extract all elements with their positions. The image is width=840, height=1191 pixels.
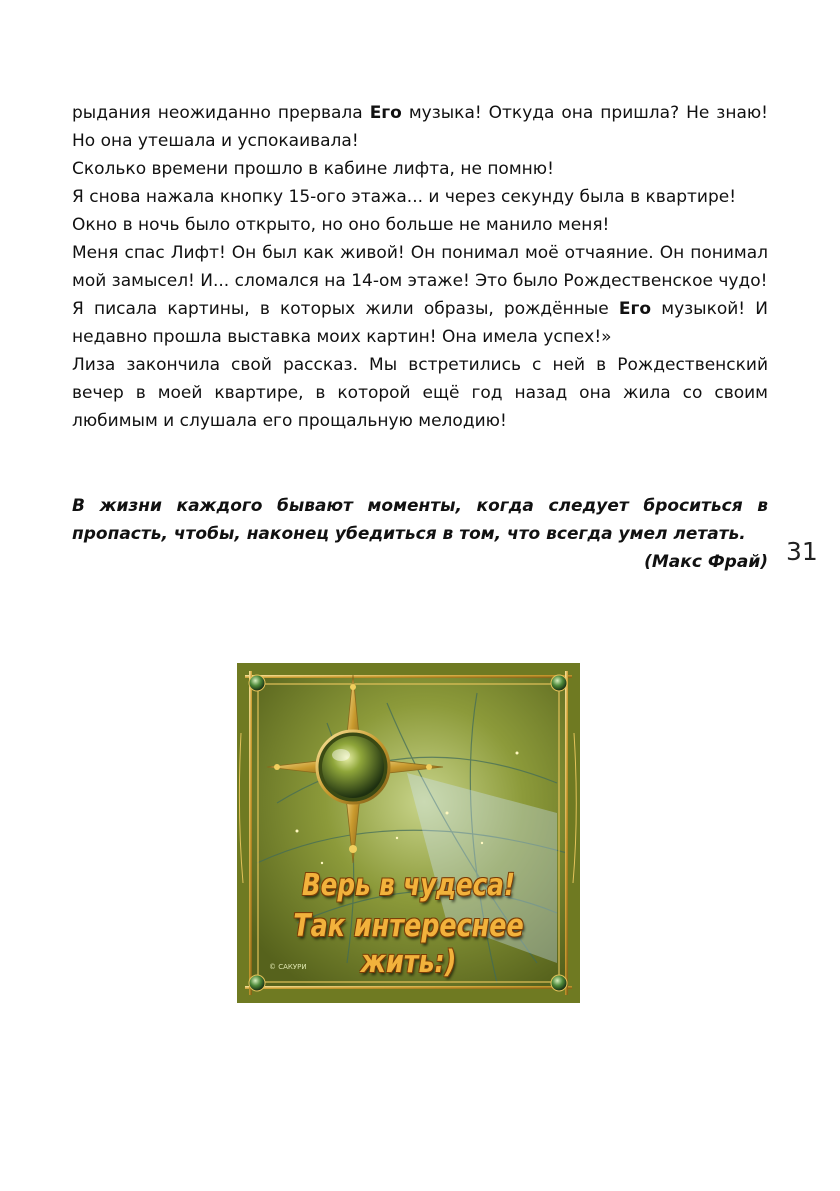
quote-author: (Макс Фрай) [644, 552, 768, 572]
greeting-card-image [237, 663, 580, 1003]
quote-text: В жизни каждого бывают моменты, когда следует броситься в пропасть, чтобы, наконец убедиться в том, что всегда умел летать. [72, 496, 768, 544]
image-copyright: © САКУРИ [269, 963, 307, 971]
paragraph: Меня спас Лифт! Он был как живой! Он понимал моё отчаяние. Он понимал мой замысел! И... сломался на 14-ом этаже! Это было Рождественское чудо! [72, 243, 768, 291]
paragraph: рыдания неожиданно прервала Его музыка! Откуда она пришла? Не знаю! Но она утешала и успокаивала! [72, 103, 768, 151]
paragraph: Лиза закончила свой рассказ. Мы встретились с ней в Рождественский вечер в моей квартире, в которой ещё год назад она жила со своим любимым и слушала его прощальную мелодию! [72, 355, 768, 431]
paragraph: Сколько времени прошло в кабине лифта, не помню! [72, 159, 554, 179]
body-text [72, 99, 768, 435]
card-caption-line1: Верь в чудеса! [301, 868, 516, 903]
paragraph: Я снова нажала кнопку 15-ого этажа... и через секунду была в квартире! [72, 187, 737, 207]
epigraph-quote [72, 492, 768, 576]
card-caption-line2: Так интереснее жить:) [293, 908, 524, 980]
paragraph: Окно в ночь было открыто, но оно больше не манило меня! [72, 215, 610, 235]
paragraph: Я писала картины, в которых жили образы, рождённые Его музыкой! И недавно прошла выставка моих картин! Она имела успех!» [72, 299, 768, 347]
page-number: 31 [786, 537, 818, 566]
